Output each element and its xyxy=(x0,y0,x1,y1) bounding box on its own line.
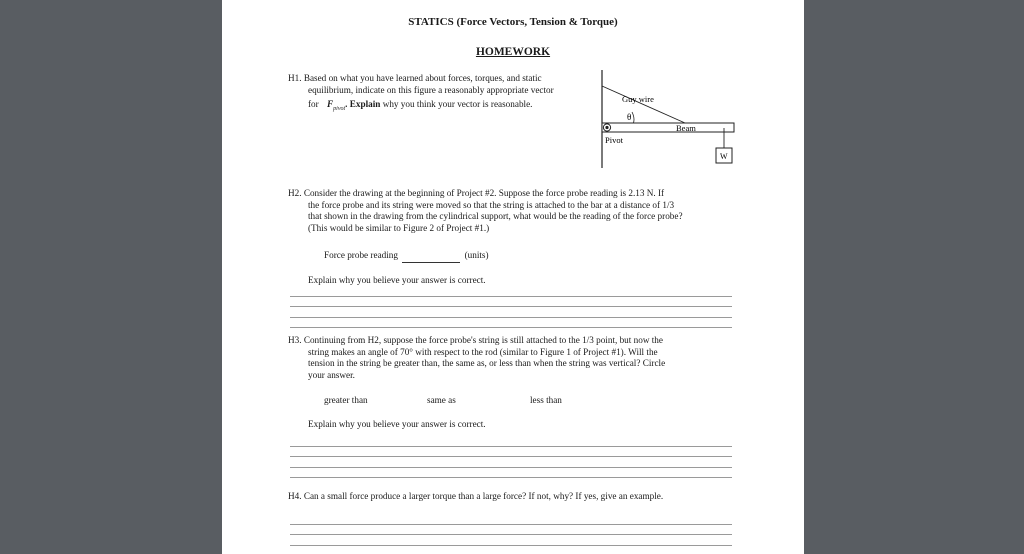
option-same-as[interactable]: same as xyxy=(427,395,456,405)
force-symbol: F xyxy=(327,99,334,110)
answer-line[interactable] xyxy=(290,306,732,307)
angle-label: θ xyxy=(627,112,632,122)
h1-line-1: H1. Based on what you have learned about forces, torques, and static xyxy=(288,73,542,83)
homework-heading: HOMEWORK xyxy=(475,46,551,58)
answer-line[interactable] xyxy=(290,477,732,478)
force-probe-reading-label: Force probe reading xyxy=(324,250,398,260)
option-greater-than[interactable]: greater than xyxy=(324,395,368,405)
h1-line-2: equilibrium, indicate on this figure a reasonably appropriate vector xyxy=(308,84,554,95)
answer-line[interactable] xyxy=(290,456,732,457)
h1-for-text: for xyxy=(308,99,319,110)
question-h3 xyxy=(288,335,736,381)
answer-line[interactable] xyxy=(290,524,732,525)
answer-line[interactable] xyxy=(290,534,732,535)
pivot-label: Pivot xyxy=(605,135,623,145)
explain-bold-label: . Explain xyxy=(345,99,381,110)
answer-line[interactable] xyxy=(290,446,732,447)
answer-line[interactable] xyxy=(290,545,732,546)
h3-line-4: your answer. xyxy=(308,369,355,380)
h2-line-2: the force probe and its string were moved so that the string is attached to the bar at a distance of 1/3 xyxy=(308,199,675,210)
force-probe-reading-row xyxy=(324,250,489,263)
answer-line[interactable] xyxy=(290,467,732,468)
h2-line-1: H2. Consider the drawing at the beginning of Project #2. Suppose the force probe reading is 2.13 N. If xyxy=(288,188,665,198)
weight-label: W xyxy=(720,152,728,161)
worksheet-page xyxy=(222,0,804,554)
beam-diagram xyxy=(592,68,742,170)
pivot-center xyxy=(605,126,608,129)
question-h4: H4. Can a small force produce a larger torque than a large force? If not, why? If yes, give an example. xyxy=(288,491,664,501)
beam-label: Beam xyxy=(676,123,696,133)
question-h1 xyxy=(288,73,588,116)
h2-explain-prompt: Explain why you believe your answer is correct. xyxy=(308,275,486,285)
h2-line-3: that shown in the drawing from the cylindrical support, what would be the reading of the force probe? xyxy=(308,211,683,222)
h1-line-3 xyxy=(288,99,588,115)
beam-rect xyxy=(602,123,734,132)
guy-wire-line xyxy=(602,86,694,127)
h2-line-4: (This would be similar to Figure 2 of Project #1.) xyxy=(308,222,490,233)
h3-line-1: H3. Continuing from H2, suppose the force probe's string is still attached to the 1/3 point, but now the xyxy=(288,335,663,345)
document-title: STATICS (Force Vectors, Tension & Torque) xyxy=(408,16,618,28)
option-less-than[interactable]: less than xyxy=(530,395,562,405)
force-probe-reading-blank[interactable] xyxy=(402,250,460,263)
answer-line[interactable] xyxy=(290,327,732,328)
h1-line-3-rest: why you think your vector is reasonable. xyxy=(380,99,533,110)
h3-line-3: tension in the string be greater than, the same as, or less than when the string was vertical? Circle xyxy=(308,358,666,369)
answer-line[interactable] xyxy=(290,317,732,318)
h3-line-2: string makes an angle of 70° with respect to the rod (similar to Figure 1 of Project #1). Will the xyxy=(308,346,658,357)
force-subscript: pivot xyxy=(333,106,346,113)
units-label: (units) xyxy=(464,250,489,260)
guy-wire-label: Guy wire xyxy=(622,94,654,104)
answer-line[interactable] xyxy=(290,296,732,297)
h3-explain-prompt: Explain why you believe your answer is correct. xyxy=(308,419,486,429)
question-h2 xyxy=(288,188,748,234)
